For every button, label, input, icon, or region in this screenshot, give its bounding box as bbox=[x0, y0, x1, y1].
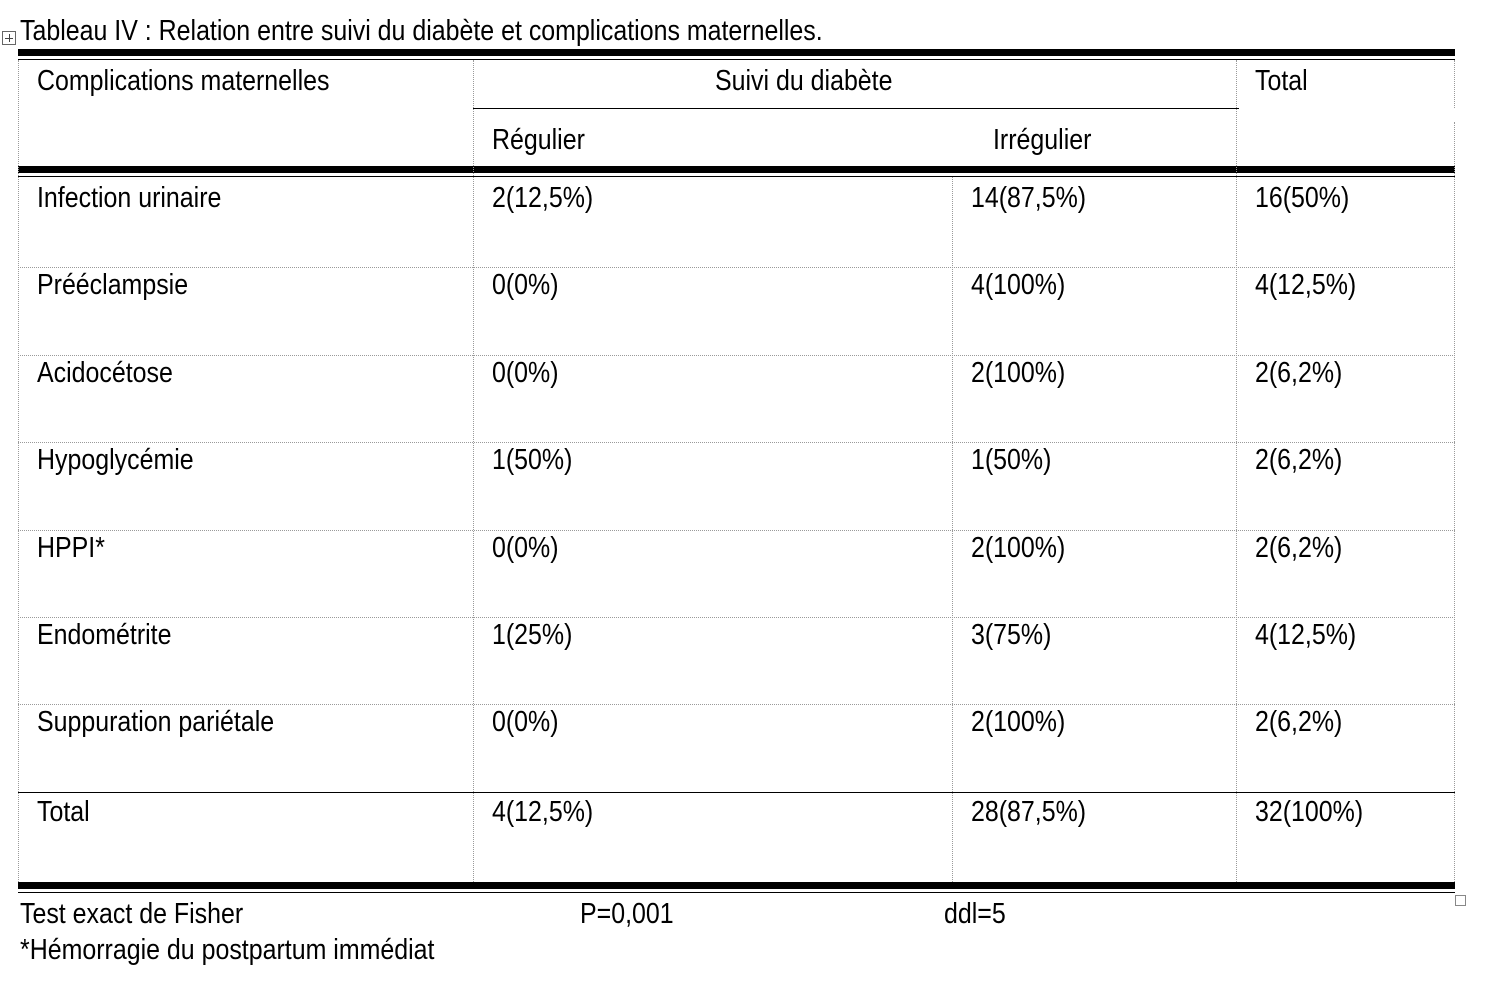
top-thick-rule bbox=[18, 49, 1455, 56]
cell-regular: 0(0%) bbox=[492, 532, 559, 564]
bottom-thick-rule bbox=[18, 882, 1455, 889]
total-label: Total bbox=[37, 796, 90, 828]
cell-irregular: 3(75%) bbox=[971, 619, 1052, 651]
data-table bbox=[18, 49, 1455, 891]
row-separator bbox=[18, 355, 1455, 356]
col-border-right bbox=[1454, 122, 1455, 882]
caption-text: Tableau IV : Relation entre suivi du diabète et complications maternelles. bbox=[20, 15, 823, 47]
cell-total: 2(6,2%) bbox=[1255, 444, 1343, 476]
header-regular: Régulier bbox=[492, 124, 585, 156]
cell-irregular: 1(50%) bbox=[971, 444, 1052, 476]
group-underline bbox=[473, 108, 1239, 109]
cell-regular: 0(0%) bbox=[492, 357, 559, 389]
cell-regular: 0(0%) bbox=[492, 269, 559, 301]
cell-total: 2(6,2%) bbox=[1255, 532, 1343, 564]
row-label: Endométrite bbox=[37, 619, 172, 651]
table-move-handle-icon[interactable] bbox=[2, 31, 16, 45]
cell-regular: 2(12,5%) bbox=[492, 182, 594, 214]
cell-irregular: 4(100%) bbox=[971, 269, 1066, 301]
bottom-thin-rule bbox=[18, 892, 1455, 893]
row-label: Hypoglycémie bbox=[37, 444, 194, 476]
total-irregular: 28(87,5%) bbox=[971, 796, 1087, 828]
header-row-label: Complications maternelles bbox=[37, 65, 330, 97]
top-thin-rule bbox=[18, 59, 1455, 60]
col-border bbox=[952, 177, 953, 882]
table-resize-handle-icon[interactable] bbox=[1455, 895, 1466, 906]
cell-regular: 0(0%) bbox=[492, 706, 559, 738]
col-border bbox=[1236, 60, 1237, 882]
row-separator bbox=[18, 267, 1455, 268]
header-total: Total bbox=[1255, 65, 1308, 97]
col-border-left bbox=[18, 60, 19, 882]
total-row-rule bbox=[18, 792, 1455, 793]
header-thick-rule bbox=[18, 166, 1455, 173]
ddl-value: ddl=5 bbox=[944, 898, 1006, 930]
cell-total: 2(6,2%) bbox=[1255, 706, 1343, 738]
total-regular: 4(12,5%) bbox=[492, 796, 594, 828]
header-irregular: Irrégulier bbox=[993, 124, 1092, 156]
table-caption bbox=[20, 14, 953, 48]
cell-irregular: 2(100%) bbox=[971, 532, 1066, 564]
cell-total: 4(12,5%) bbox=[1255, 619, 1357, 651]
cell-irregular: 2(100%) bbox=[971, 357, 1066, 389]
header-group: Suivi du diabète bbox=[715, 65, 893, 97]
row-label: HPPI* bbox=[37, 532, 105, 564]
cell-total: 2(6,2%) bbox=[1255, 357, 1343, 389]
cell-irregular: 14(87,5%) bbox=[971, 182, 1087, 214]
header-thin-rule bbox=[18, 176, 1455, 177]
row-label: Acidocétose bbox=[37, 357, 173, 389]
row-label: Prééclampsie bbox=[37, 269, 189, 301]
cell-regular: 1(50%) bbox=[492, 444, 573, 476]
cell-irregular: 2(100%) bbox=[971, 706, 1066, 738]
row-label: Infection urinaire bbox=[37, 182, 222, 214]
test-name: Test exact de Fisher bbox=[20, 898, 244, 930]
footnote: *Hémorragie du postpartum immédiat bbox=[20, 934, 435, 966]
total-total: 32(100%) bbox=[1255, 796, 1364, 828]
cell-total: 16(50%) bbox=[1255, 182, 1350, 214]
row-separator bbox=[18, 617, 1455, 618]
col-border-right bbox=[1454, 60, 1455, 108]
row-separator bbox=[18, 442, 1455, 443]
row-separator bbox=[18, 530, 1455, 531]
col-border bbox=[473, 60, 474, 882]
row-label: Suppuration pariétale bbox=[37, 706, 275, 738]
p-value: P=0,001 bbox=[580, 898, 674, 930]
cell-total: 4(12,5%) bbox=[1255, 269, 1357, 301]
cell-regular: 1(25%) bbox=[492, 619, 573, 651]
